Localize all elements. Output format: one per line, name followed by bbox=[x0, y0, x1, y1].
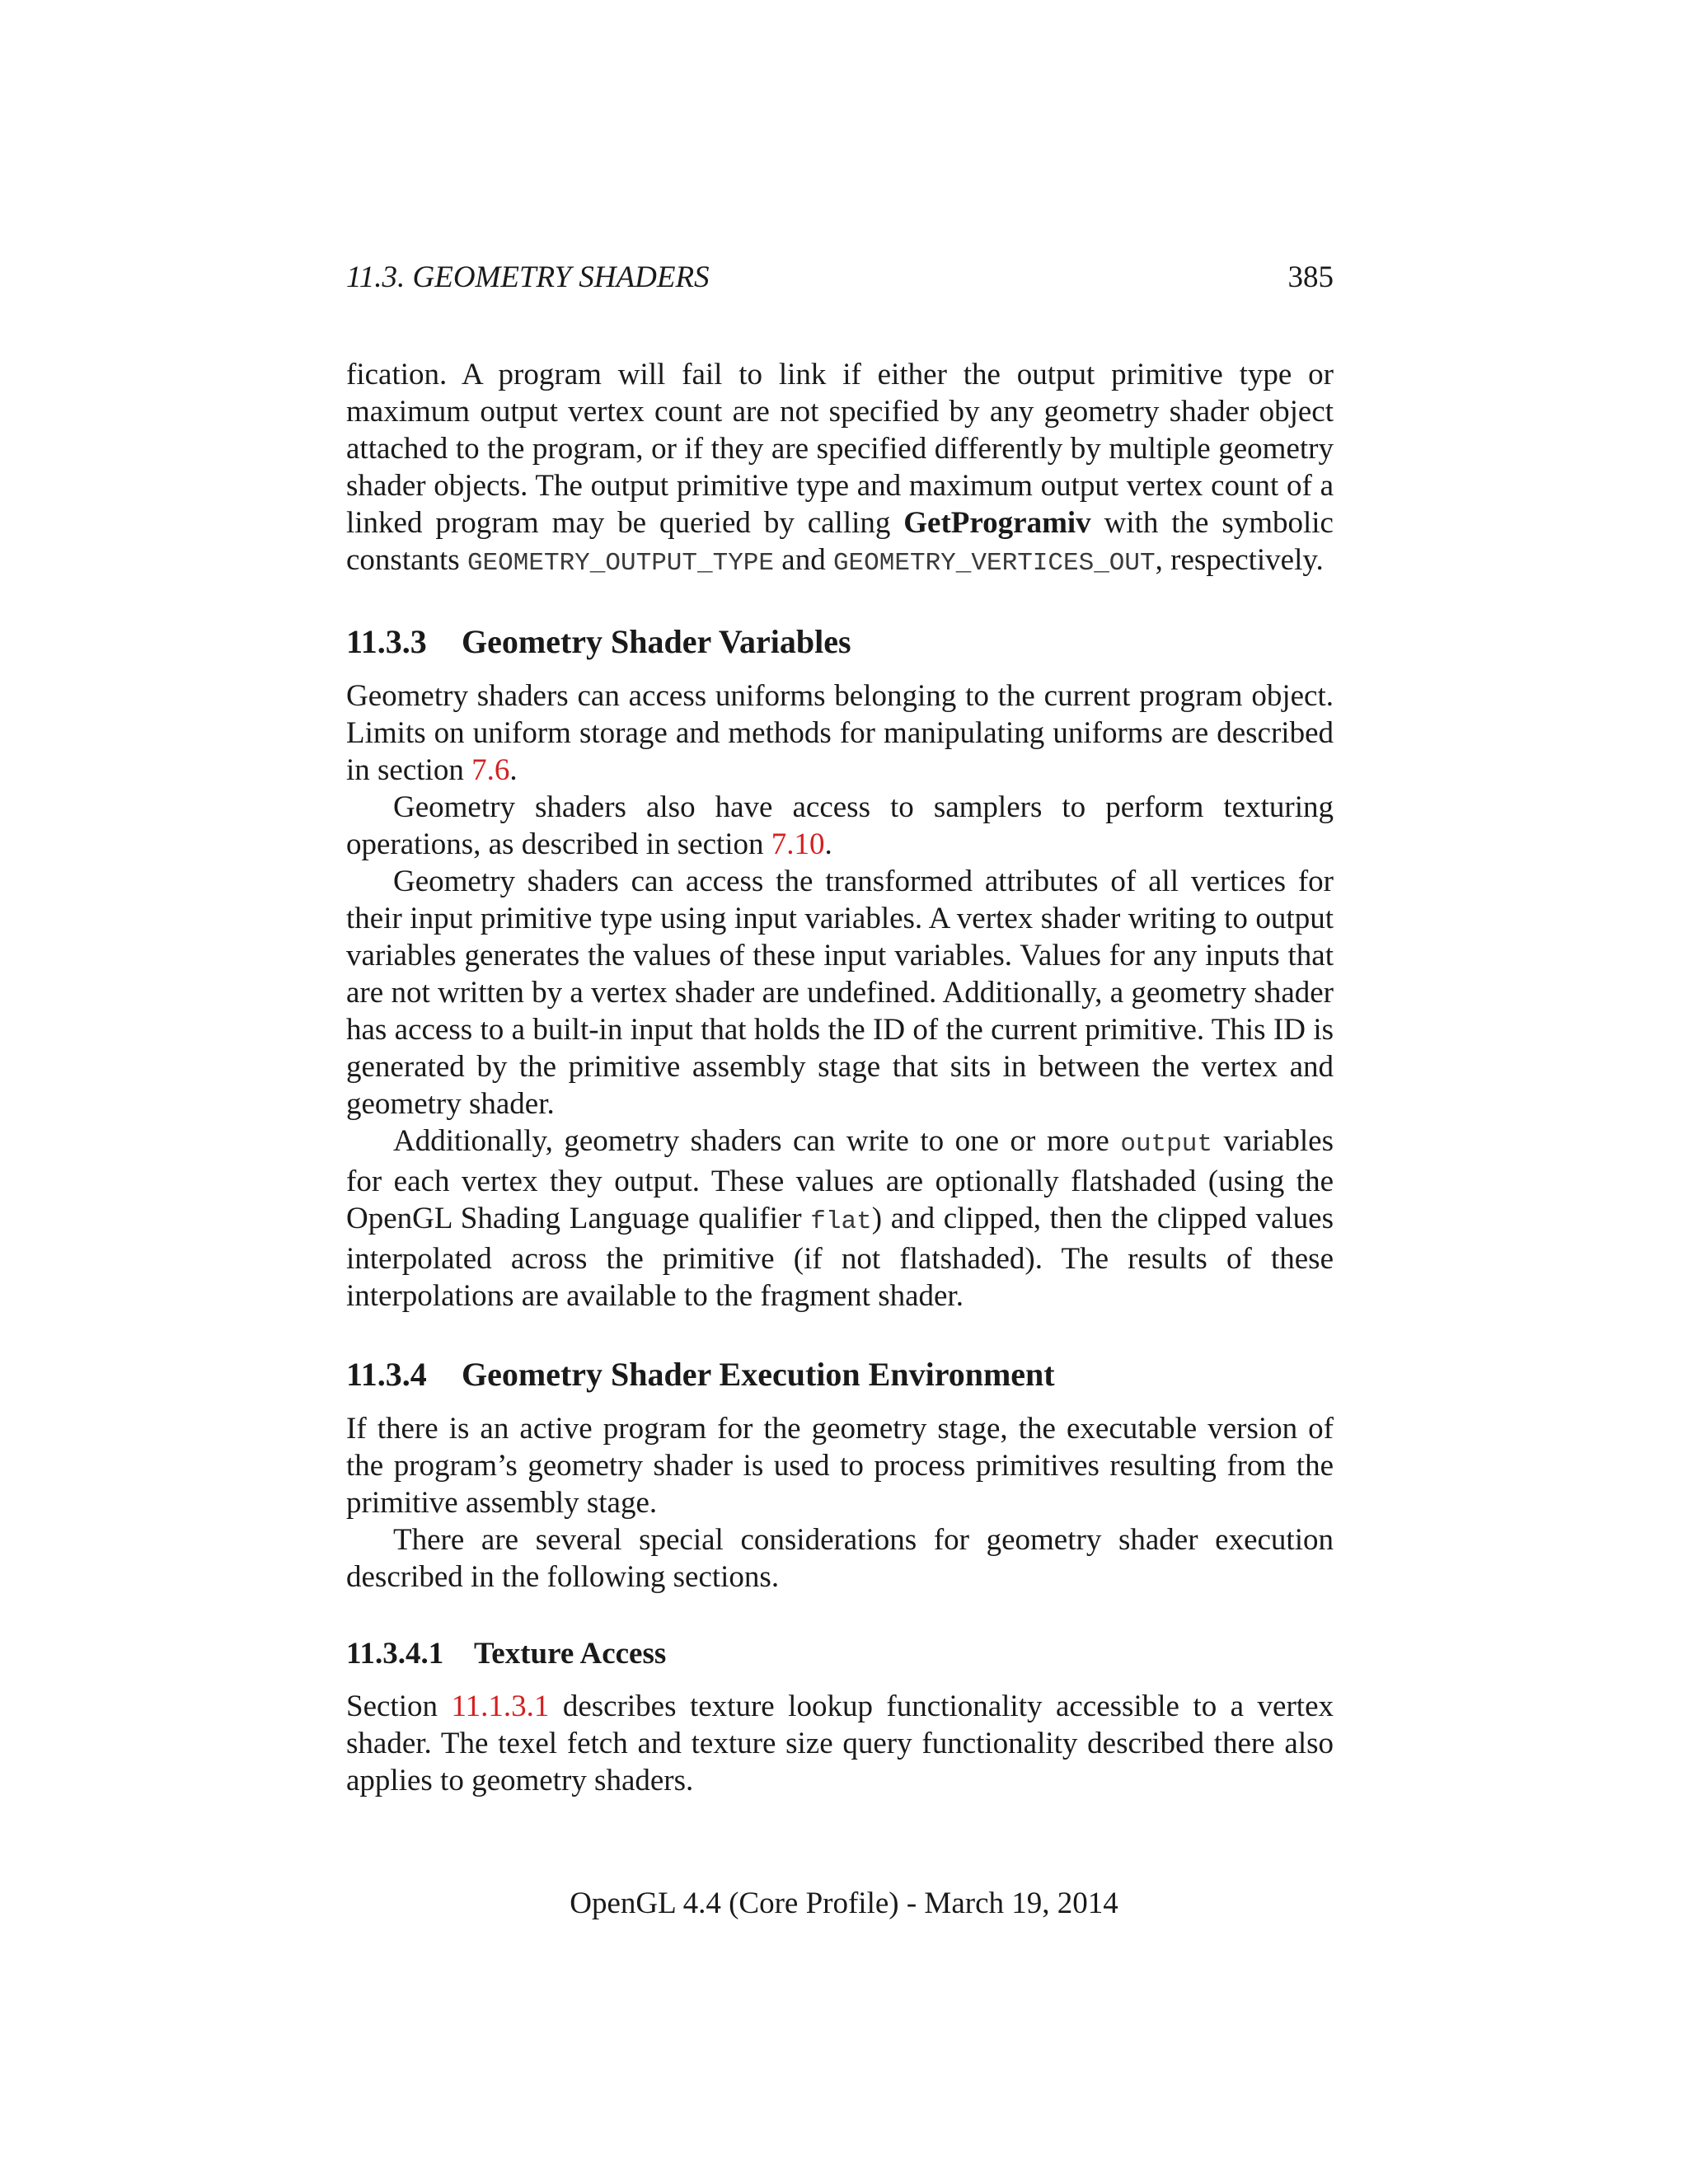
paragraph-uniforms bbox=[346, 677, 1334, 789]
subsection-title: Texture Access bbox=[474, 1637, 667, 1671]
section-number: 11.3.4 bbox=[346, 1356, 427, 1393]
paragraph-texture-access bbox=[346, 1688, 1334, 1799]
paragraph-active-program: If there is an active program for the geometry stage, the executable version of the program’s geometry shader is used to process primitives resulting from the primitive assembly stage. bbox=[346, 1412, 1334, 1520]
paragraph-text: . bbox=[824, 827, 832, 861]
continued-paragraph bbox=[346, 356, 1334, 582]
section-title: Geometry Shader Execution Environment bbox=[462, 1356, 1055, 1393]
section-heading-11-3-4 bbox=[346, 1354, 1334, 1395]
page-number: 385 bbox=[1287, 260, 1334, 294]
paragraph-text: Geometry shaders can access uniforms belonging to the current program object. Limits on uniform storage and methods for manipulating uniforms are described in section bbox=[346, 679, 1334, 787]
section-link-7-10[interactable]: 7.10 bbox=[771, 827, 825, 861]
running-header bbox=[346, 257, 1334, 298]
paragraph-text: describes texture lookup functionality accessible to a vertex shader. The texel fetch and texture size query functionality described there also applies to geometry shaders. bbox=[346, 1690, 1334, 1797]
paragraph-text: Geometry shaders also have access to samplers to perform texturing operations, as described in section bbox=[346, 790, 1334, 861]
page-body bbox=[346, 356, 1334, 1799]
paragraph-text: Additionally, geometry shaders can write to one or more bbox=[393, 1124, 1121, 1158]
code-flat: flat bbox=[810, 1207, 872, 1236]
paragraph-text: with the symbolic constants bbox=[346, 506, 1334, 577]
paragraph-text: and bbox=[774, 543, 833, 577]
paragraph-text: , respectively. bbox=[1155, 543, 1324, 577]
paragraph-text: variables for each vertex they output. These values are optionally flatshaded (using the OpenGL Shading Language qualifier bbox=[346, 1124, 1334, 1235]
running-header-section-title: 11.3. GEOMETRY SHADERS bbox=[346, 260, 710, 294]
paragraph-text: . bbox=[509, 753, 518, 787]
paragraph-special-considerations: There are several special considerations for geometry shader execution described in the following sections. bbox=[346, 1523, 1334, 1594]
function-name-getprogramiv: GetProgramiv bbox=[903, 506, 1091, 540]
section-number: 11.3.3 bbox=[346, 623, 427, 660]
paragraph-samplers bbox=[346, 789, 1334, 863]
paragraph-input-variables: Geometry shaders can access the transformed attributes of all vertices for their input primitive type using input variables. A vertex shader writing to output variables generates the values of these input variables. Values for any inputs that are not written by a vertex shader are undefined. Additionally, a geometry shader has access to a built-in input that holds the ID of the current primitive. This ID is generated by the primitive assembly stage that sits in between the vertex and geometry shader. bbox=[346, 865, 1334, 1121]
constant-geometry-output-type: GEOMETRY_OUTPUT_TYPE bbox=[467, 549, 775, 578]
paragraph-output-variables bbox=[346, 1122, 1334, 1315]
section-title: Geometry Shader Variables bbox=[462, 623, 851, 660]
paragraph-text: fication. A program will fail to link if either the output primitive type or maximum output vertex count are not specified by any geometry shader object attached to the program, or if they are specified differently by multiple geometry shader objects. The output primitive type and maximum output vertex count of a linked program may be queried by calling bbox=[346, 358, 1334, 540]
paragraph-text: Section bbox=[346, 1690, 452, 1723]
subsection-number: 11.3.4.1 bbox=[346, 1637, 444, 1671]
paragraph-text: ) and clipped, then the clipped values interpolated across the primitive (if not flatshaded). The results of these interpolations are available to the fragment shader. bbox=[346, 1202, 1334, 1313]
constant-geometry-vertices-out: GEOMETRY_VERTICES_OUT bbox=[832, 549, 1156, 578]
section-heading-11-3-3 bbox=[346, 621, 1334, 663]
section-link-7-6[interactable]: 7.6 bbox=[471, 753, 510, 787]
subsection-heading-11-3-4-1 bbox=[346, 1635, 1334, 1673]
section-link-11-1-3-1[interactable]: 11.1.3.1 bbox=[451, 1690, 550, 1723]
page-footer: OpenGL 4.4 (Core Profile) - March 19, 2014 bbox=[570, 1886, 1118, 1920]
code-output: output bbox=[1120, 1130, 1212, 1159]
